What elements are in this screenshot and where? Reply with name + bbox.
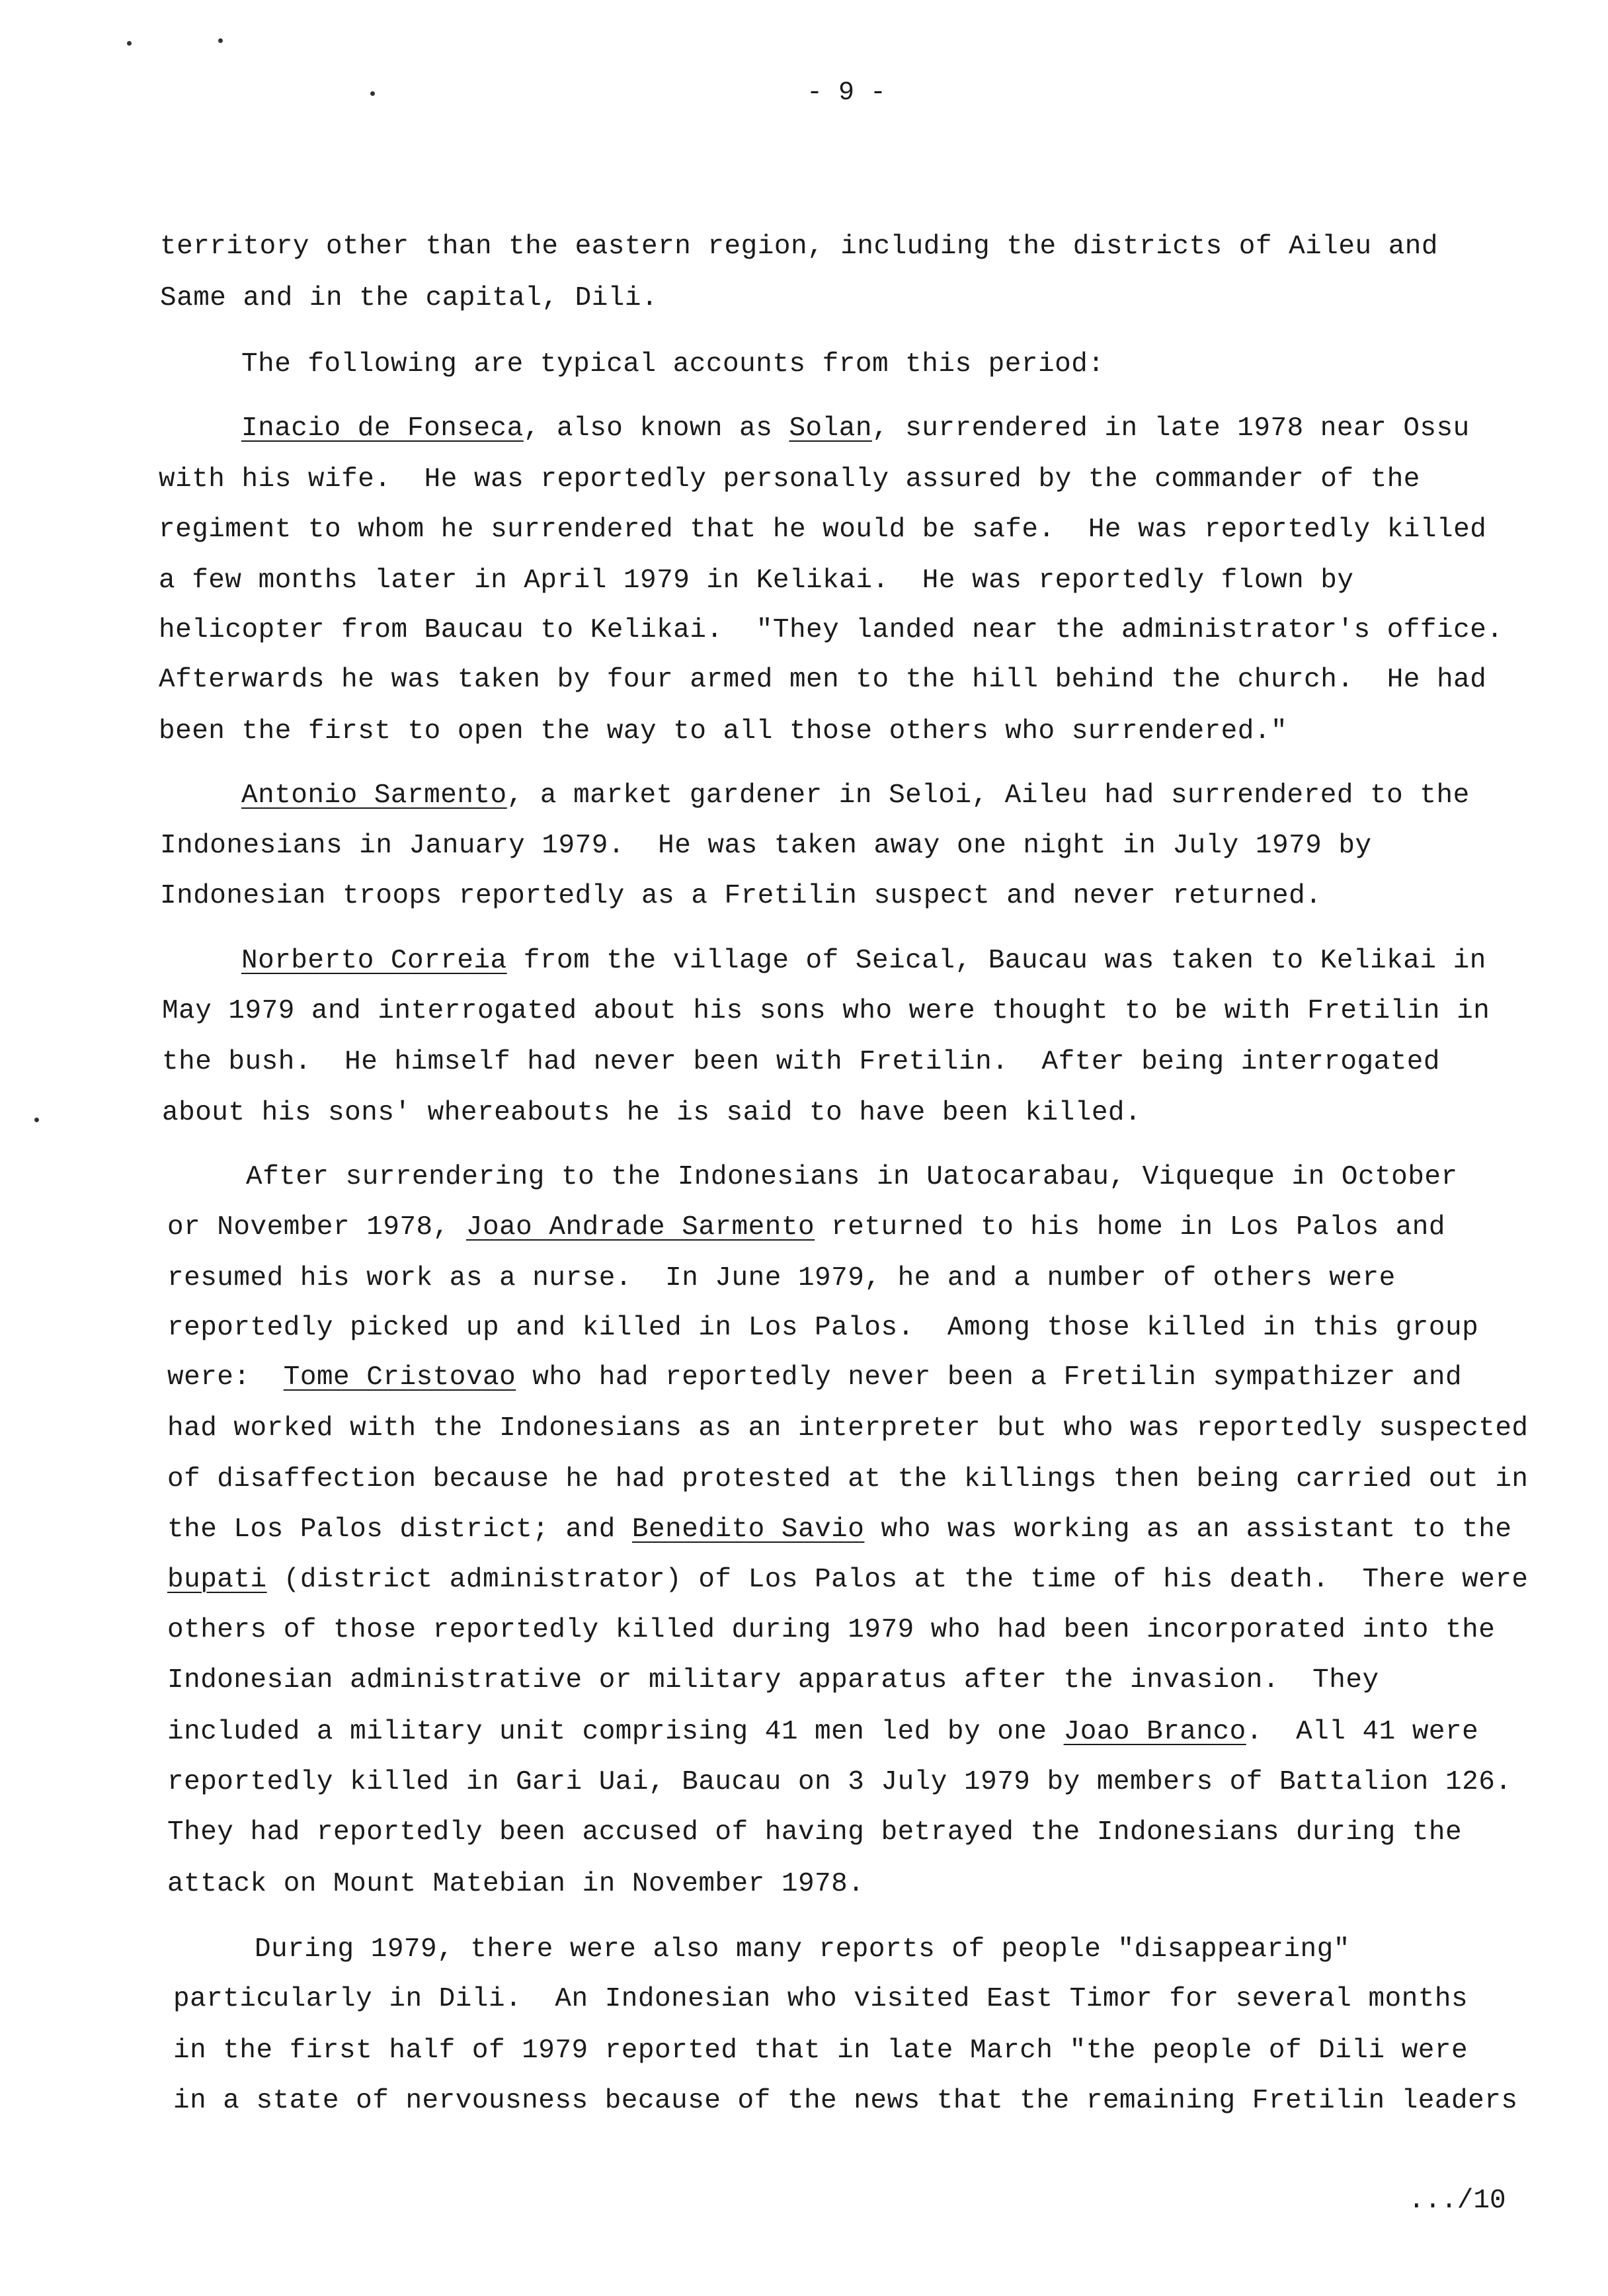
text-segment: After surrendering to the Indonesians in Uatocarabau, Viqueque in October xyxy=(246,1162,1458,1192)
scan-speck xyxy=(218,38,223,43)
scan-speck xyxy=(127,41,132,46)
text-segment: in a state of nervousness because of the news that the remaining Fretilin leaders xyxy=(173,2086,1518,2116)
text-segment: about his sons' whereabouts he is said to have been killed. xyxy=(162,1098,1142,1128)
text-line xyxy=(241,413,1470,444)
text-line xyxy=(167,1362,1462,1393)
text-line xyxy=(159,665,1486,695)
text-line xyxy=(241,349,1104,380)
text-line xyxy=(159,716,1287,747)
text-segment: of disaffection because he had protested at the killings then being carried out in xyxy=(167,1464,1529,1495)
text-segment: who had reportedly never been a Fretilin sympathizer and xyxy=(516,1362,1463,1393)
text-segment: They had reportedly been accused of having betrayed the Indonesians during the xyxy=(167,1817,1463,1848)
text-line xyxy=(255,1934,1350,1965)
text-segment: a few months later in April 1979 in Kelikai. He was reportedly flown by xyxy=(159,565,1354,596)
text-segment: returned to his home in Los Palos and xyxy=(815,1212,1446,1243)
text-segment: Indonesians in January 1979. He was taken away one night in July 1979 by xyxy=(160,831,1372,861)
underlined-name: Inacio de Fonseca xyxy=(241,413,524,444)
text-segment: Afterwards he was taken by four armed men to the hill behind the church. He had xyxy=(159,665,1487,695)
text-segment: Indonesian troops reportedly as a Fretilin suspect and never returned. xyxy=(160,881,1322,911)
text-line xyxy=(246,1162,1458,1192)
text-line xyxy=(167,1212,1445,1243)
underlined-name: Joao Andrade Sarmento xyxy=(465,1212,815,1243)
text-segment: , a market gardener in Seloi, Aileu had surrendered to the xyxy=(506,780,1470,811)
underlined-name: Solan xyxy=(789,413,872,444)
text-segment: Same and in the capital, Dili. xyxy=(160,283,659,313)
text-line xyxy=(167,1413,1529,1444)
text-segment: attack on Mount Matebian in November 1978. xyxy=(167,1869,865,1899)
text-line xyxy=(159,565,1354,596)
text-segment: Indonesian administrative or military apparatus after the invasion. They xyxy=(167,1665,1379,1696)
text-segment: helicopter from Baucau to Kelikai. "They landed near the administrator's office. xyxy=(159,615,1504,645)
text-line xyxy=(167,1615,1495,1645)
text-line xyxy=(167,1565,1529,1595)
text-segment: been the first to open the way to all those others who surrendered." xyxy=(159,716,1288,747)
underlined-name: bupati xyxy=(167,1565,267,1595)
text-segment: regiment to whom he surrendered that he would be safe. He was reportedly killed xyxy=(159,514,1487,545)
text-line xyxy=(173,2035,1468,2066)
text-line xyxy=(167,1869,864,1899)
text-segment: May 1979 and interrogated about his sons who were thought to be with Fretilin in xyxy=(162,996,1490,1026)
text-line xyxy=(173,2086,1517,2116)
text-line xyxy=(160,881,1322,911)
text-segment: resumed his work as a nurse. In June 1979, he and a number of others were xyxy=(167,1263,1396,1293)
scan-speck xyxy=(34,1118,39,1122)
text-segment: included a military unit comprising 41 men led by one xyxy=(167,1717,1064,1747)
text-line xyxy=(162,1098,1141,1128)
text-segment: the Los Palos district; and xyxy=(167,1514,632,1545)
text-segment: or November 1978, xyxy=(167,1212,466,1243)
text-segment: were: xyxy=(167,1362,284,1393)
text-segment: particularly in Dili. An Indonesian who visited East Timor for several months xyxy=(173,1984,1468,2014)
text-line xyxy=(167,1464,1529,1495)
text-line xyxy=(162,1047,1440,1077)
text-line xyxy=(167,1514,1511,1545)
underlined-name: Joao Branco xyxy=(1063,1717,1246,1747)
text-line xyxy=(167,1717,1478,1747)
text-segment: the bush. He himself had never been with Fretilin. After being interrogated xyxy=(162,1047,1441,1077)
text-segment: (district administrator) of Los Palos at the time of his death. There were xyxy=(266,1565,1529,1595)
text-line xyxy=(160,231,1438,262)
text-line xyxy=(159,514,1486,545)
text-segment: reportedly killed in Gari Uai, Baucau on 3 July 1979 by members of Battalion 126. xyxy=(167,1767,1512,1797)
text-segment: , also known as xyxy=(523,413,789,444)
text-line xyxy=(241,780,1470,811)
text-segment: others of those reportedly killed during 1979 who had been incorporated into the xyxy=(167,1615,1496,1645)
continuation-marker: .../10 xyxy=(1408,2186,1506,2216)
page-number: - 9 - xyxy=(806,78,887,108)
text-line xyxy=(167,1817,1462,1848)
text-line xyxy=(159,615,1503,645)
text-segment: in the first half of 1979 reported that in late March "the people of Dili were xyxy=(173,2035,1468,2066)
text-line xyxy=(167,1313,1478,1343)
text-line xyxy=(159,464,1420,495)
text-segment: territory other than the eastern region, including the districts of Aileu and xyxy=(160,231,1439,262)
text-segment: The following are typical accounts from this period: xyxy=(241,349,1105,380)
text-line xyxy=(160,831,1372,861)
text-line xyxy=(167,1263,1396,1293)
text-line xyxy=(167,1665,1379,1696)
text-segment: with his wife. He was reportedly personally assured by the commander of the xyxy=(159,464,1420,495)
underlined-name: Tome Cristovao xyxy=(283,1362,516,1393)
underlined-name: Norberto Correia xyxy=(241,946,507,976)
text-segment: from the village of Seical, Baucau was taken to Kelikai in xyxy=(506,946,1486,976)
underlined-name: Antonio Sarmento xyxy=(241,780,507,811)
underlined-name: Benedito Savio xyxy=(631,1514,865,1545)
text-segment: . All 41 were xyxy=(1246,1717,1479,1747)
text-line xyxy=(241,946,1486,976)
text-line xyxy=(160,283,658,313)
text-segment: , surrendered in late 1978 near Ossu xyxy=(871,413,1470,444)
text-line xyxy=(167,1767,1511,1797)
text-segment: who was working as an assistant to the xyxy=(864,1514,1512,1545)
text-line xyxy=(173,1984,1468,2014)
text-line xyxy=(162,996,1490,1026)
text-segment: had worked with the Indonesians as an interpreter but who was reportedly suspected xyxy=(167,1413,1529,1444)
text-segment: reportedly picked up and killed in Los Palos. Among those killed in this group xyxy=(167,1313,1479,1343)
text-segment: During 1979, there were also many reports of people "disappearing" xyxy=(255,1934,1350,1965)
